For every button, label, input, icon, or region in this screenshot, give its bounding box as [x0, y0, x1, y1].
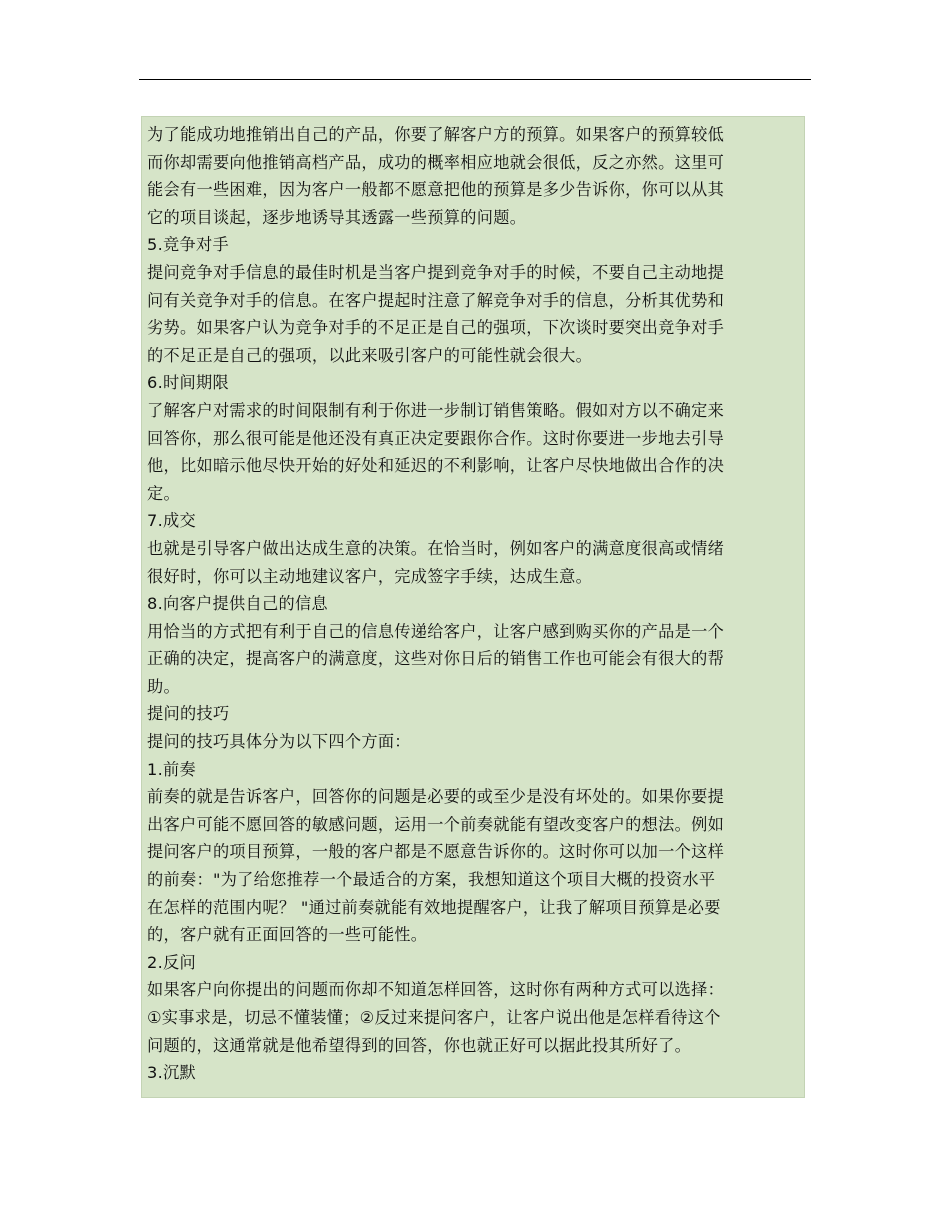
section-heading-silence: 3.沉默: [147, 1063, 197, 1083]
text-line: 劣势。如果客户认为竞争对手的不足正是自己的强项，下次谈时要突出竞争对手: [147, 318, 725, 338]
text-line: 他，比如暗示他尽快开始的好处和延迟的不利影响，让客户尽快地做出合作的决: [147, 456, 725, 476]
text-line: 为了能成功地推销出自己的产品，你要了解客户方的预算。如果客户的预算较低: [147, 125, 725, 144]
text-line: 也就是引导客户做出达成生意的决策。在恰当时，例如客户的满意度很高或情绪: [147, 538, 725, 558]
text-line: 提问客户的项目预算，一般的客户都是不愿意告诉你的。这时你可以加一个这样: [147, 842, 725, 862]
text-line: 提问竞争对手信息的最佳时机是当客户提到竞争对手的时候，不要自己主动地提: [147, 262, 725, 282]
text-line: 正确的决定，提高客户的满意度，这些对你日后的销售工作也可能会有很大的帮: [147, 649, 725, 669]
text-line: 问有关竞争对手的信息。在客户提起时注意了解竞争对手的信息，分析其优势和: [147, 290, 725, 310]
text-line: 了解客户对需求的时间限制有利于你进一步制订销售策略。假如对方以不确定来: [147, 400, 725, 420]
text-line: 如果客户向你提出的问题而你却不知道怎样回答，这时你有两种方式可以选择：: [147, 980, 725, 1000]
text-line: 的，客户就有正面回答的一些可能性。: [147, 925, 428, 945]
header-rule: [139, 79, 811, 80]
body-text: [147, 121, 759, 1087]
section-heading-deal: 7.成交: [147, 511, 197, 531]
text-line: 问题的，这通常就是他希望得到的回答，你也就正好可以据此投其所好了。: [147, 1035, 692, 1055]
section-heading-prelude: 1.前奏: [147, 759, 197, 779]
content-panel: [141, 116, 805, 1098]
text-line: 回答你，那么很可能是他还没有真正决定要跟你合作。这时你要进一步地去引导: [147, 428, 725, 448]
text-line: 用恰当的方式把有利于自己的信息传递给客户，让客户感到购买你的产品是一个: [147, 621, 725, 641]
text-line: 在怎样的范围内呢？ "通过前奏就能有效地提醒客户，让我了解项目预算是必要: [147, 897, 721, 917]
text-line: 前奏的就是告诉客户，回答你的问题是必要的或至少是没有坏处的。如果你要提: [147, 787, 725, 807]
section-heading-competitors: 5.竞争对手: [147, 235, 229, 255]
section-heading-counter-question: 2.反问: [147, 952, 197, 972]
text-line: 能会有一些困难，因为客户一般都不愿意把他的预算是多少告诉你，你可以从其: [147, 180, 725, 200]
text-line: 的前奏："为了给您推荐一个最适合的方案，我想知道这个项目大概的投资水平: [147, 870, 716, 890]
text-line: 很好时，你可以主动地建议客户，完成签字手续，达成生意。: [147, 566, 593, 586]
text-line: ①实事求是，切忌不懂装懂；②反过来提问客户，让客户说出他是怎样看待这个: [147, 1008, 721, 1027]
section-heading-time-limit: 6.时间期限: [147, 373, 229, 393]
section-heading-provide-info: 8.向客户提供自己的信息: [147, 594, 328, 614]
text-line: 它的项目谈起，逐步地诱导其透露一些预算的问题。: [147, 207, 527, 227]
text-line: 而你却需要向他推销高档产品，成功的概率相应地就会很低，反之亦然。这里可: [147, 152, 725, 172]
text-line: 出客户可能不愿回答的敏感问题，运用一个前奏就能有望改变客户的想法。例如: [147, 814, 725, 834]
text-line: 的不足正是自己的强项，以此来吸引客户的可能性就会很大。: [147, 345, 593, 365]
text-line: 助。: [147, 676, 180, 696]
text-line: 定。: [147, 483, 180, 503]
section-heading-questioning-skills: 提问的技巧: [147, 704, 230, 724]
text-line: 提问的技巧具体分为以下四个方面：: [147, 732, 411, 752]
